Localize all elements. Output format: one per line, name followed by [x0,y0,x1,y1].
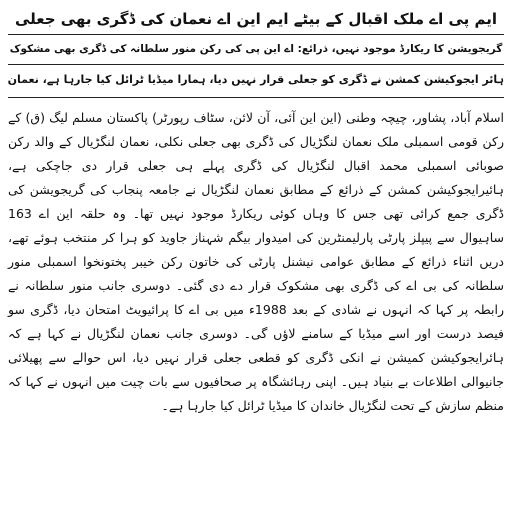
headline-divider [8,34,504,35]
headline-divider [8,64,504,65]
article-body: اسلام آباد، پشاور، چیچہ وطنی (این این آئی، آن لائن، سٹاف رپورٹر) پاکستان مسلم لیگ (ق) کے رکن قومی اسمبلی ملک نعمان لنگڑیال کی ڈگری بھی جعلی نکلی، نعمان لنگڑیال کے والد رکن صوبائی اسمبلی محمد اقبال لنگڑیال کی ڈگری پہلے ہی جعلی قرار دی جاچکی ہے، ہائیرایجوکیشن کمشن کے ذرائع کے مطابق نعمان لنگڑیال نے جامعہ پنجاب کی گریجویشن کی ڈگری جمع کرائی تھی جس کا وہاں کوئی ریکارڈ موجود نہیں تھا۔ وہ حلقہ این اے 163 ساہیوال سے پیپلز پارٹی پارلیمنٹرین کی امیدوار بیگم شہناز جاوید کو ہرا کر منتخب ہوئے تھے، دریں اثناء ذرائع کے مطابق عوامی نیشنل پارٹی کی خاتون رکن خیبر پختونخوا اسمبلی منور سلطانہ کی بی اے کی ڈگری بھی مشکوک قرار دے دی گئی۔ دوسری جانب منور سلطانہ نے رابطہ پر کہا کہ انہوں نے شادی کے بعد 1988ء میں بی اے کا پرائیویٹ امتحان دیا، ڈگری سو فیصد درست اور اسے میڈیا کے سامنے لاؤں گی۔ دوسری جانب نعمان لنگڑیال نے کہا ہے کہ ہائرایجوکیشن کمیشن نے انکی ڈگری کو قطعی جعلی قرار نہیں دیا، اس حوالے سے پھیلائی جانیوالی اطلاعات بے بنیاد ہیں۔ اپنی رہائشگاہ پر صحافیوں سے بات چیت میں انہوں نے کہا کہ منظم سازش کے تحت لنگڑیال خاندان کا میڈیا ٹرائل کیا جارہا ہے۔ [8,110,504,413]
sub-headline-1: گریجویشن کا ریکارڈ موجود نہیں، ذرائع: اے این پی کی رکن منور سلطانہ کی ڈگری بھی مشکوک [9,43,503,55]
sub-headline-2: ہائر ایجوکیشن کمشن نے ڈگری کو جعلی قرار نہیں دیا، ہمارا میڈیا ٹرائل کیا جارہا ہے، نعمان [8,73,504,86]
headline-block [8,6,504,98]
main-headline: ایم پی اے ملک اقبال کے بیٹے ایم این اے نعمان کی ڈگری بھی جعلی [14,10,498,28]
